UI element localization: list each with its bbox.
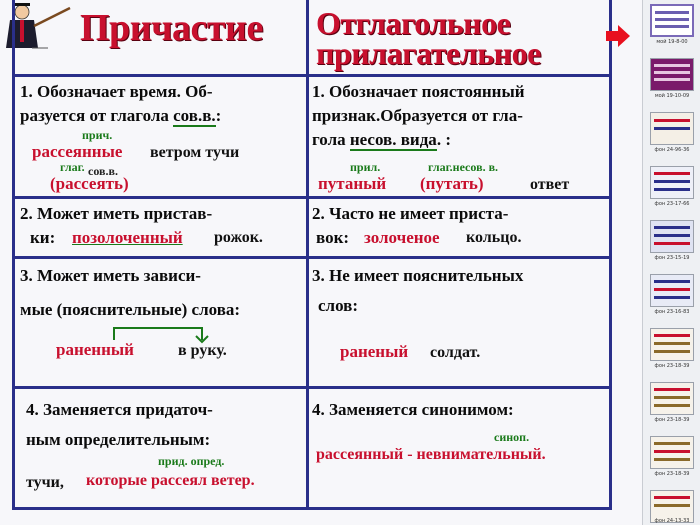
row3-left-line2: мые (пояснительные) слова:: [20, 300, 241, 319]
row1-right-line2: признак.Образуется от гла-: [312, 106, 523, 125]
right-title-line2: прилагательное: [316, 35, 541, 71]
example-word-putanyy: путаный: [318, 174, 387, 193]
slide-thumbnail[interactable]: [650, 220, 694, 253]
slide-thumbnail-label: фон 23-16-83: [654, 309, 690, 315]
row3-right-line1: 3. Не имеет пояснительных: [312, 266, 524, 285]
row1-left-line2: разуется от глагола сов.в.:: [20, 106, 222, 125]
example-verb-rasseyat: (рассеять): [50, 174, 129, 193]
row4-left-line1: 4. Заменяется придаточ-: [26, 400, 213, 419]
row3-right-line2: слов:: [318, 296, 359, 315]
slide-thumbnail-label: фон 23-17-66: [654, 201, 690, 207]
row3-left-line1: 3. Может иметь зависи-: [20, 266, 201, 285]
example-word-pozolochennyy: позолоченный: [72, 228, 183, 247]
row1-left-line1: 1. Обозначает время. Об-: [20, 82, 213, 101]
row2-right-prefix: вок:: [316, 228, 350, 247]
sov-v-underline: сов.в.: [173, 106, 216, 125]
row-divider: [12, 196, 612, 199]
nesov-vida-underline: несов. вида: [349, 130, 437, 149]
next-slide-arrow-icon[interactable]: [604, 24, 632, 48]
slide-thumbnail-label: фон 23-15-19: [654, 255, 690, 261]
left-title: Причастие: [80, 7, 263, 49]
note-prid-opred: прид. опред.: [158, 454, 225, 468]
slide-thumbnail-label: фон 23-18-39: [654, 363, 690, 369]
slide-thumbnail[interactable]: [650, 382, 694, 415]
slide-thumbnail[interactable]: [650, 274, 694, 307]
slide-thumbnail-label: фон 23-18-39: [654, 471, 690, 477]
example-rest: кольцо.: [466, 229, 522, 246]
row4-right-line1: 4. Заменяется синонимом:: [312, 400, 514, 419]
note-pril: прил.: [350, 160, 381, 174]
slide-thumbnail-label: фон 23-18-39: [654, 417, 690, 423]
right-title-line1: Отглагольное: [316, 5, 511, 41]
example-verb-putat: (путать): [420, 174, 484, 193]
note-prich: прич.: [82, 128, 113, 142]
note-glag-nesov: глаг.несов. в.: [428, 160, 499, 174]
example-rest: ветром тучи: [150, 144, 240, 161]
row4-left-prefix: тучи,: [26, 474, 64, 491]
slide-thumbnail[interactable]: [650, 58, 694, 91]
row1-right-line3: гола несов. вида. :: [312, 130, 451, 149]
note-glag: глаг.: [60, 160, 85, 174]
example-word-rasseyannye: рассеянные: [32, 142, 123, 161]
slide-thumbnail[interactable]: [650, 328, 694, 361]
row2-left-prefix: ки:: [30, 228, 56, 247]
example-phrase-sinonim: рассеянный - невнимательный.: [316, 446, 546, 463]
slide-thumbnail-label: фон 24-96-36: [654, 147, 690, 153]
example-word-ranennyy: раненный: [56, 340, 134, 359]
slide-thumbnail[interactable]: [650, 112, 694, 145]
note-sinop: синоп.: [494, 430, 530, 444]
slide-thumbnail[interactable]: [650, 4, 694, 37]
row-divider: [12, 256, 612, 259]
example-rest: рожок.: [214, 229, 263, 246]
slide-thumbnail-label: фон 24-13-33: [654, 518, 690, 524]
note-sov-v: сов.в.: [88, 164, 118, 178]
row4-left-line2: ным определительным:: [26, 430, 211, 449]
row2-left-line1: 2. Может иметь пристав-: [20, 204, 213, 223]
example-rest: в руку.: [178, 342, 227, 359]
row1-right-line1: 1. Обозначает поястоянный: [312, 82, 525, 101]
slide-thumbnail-label: мой 19-8-00: [656, 39, 688, 45]
example-phrase-kotorye: которые рассеял ветер.: [86, 472, 255, 489]
slide-thumbnail-panel: [642, 0, 700, 525]
row-divider: [12, 386, 612, 389]
slide-thumbnail-label: мой 19-10-09: [654, 93, 690, 99]
example-rest: солдат.: [430, 344, 481, 361]
example-word-zolochenoe: золоченое: [364, 228, 440, 247]
row-divider: [12, 74, 612, 77]
slide-thumbnail[interactable]: [650, 166, 694, 199]
example-word-ranenyy: раненый: [340, 342, 409, 361]
slide-thumbnail[interactable]: [650, 436, 694, 469]
row2-right-line1: 2. Часто не имеет приста-: [312, 204, 509, 223]
example-rest: ответ: [530, 176, 570, 193]
